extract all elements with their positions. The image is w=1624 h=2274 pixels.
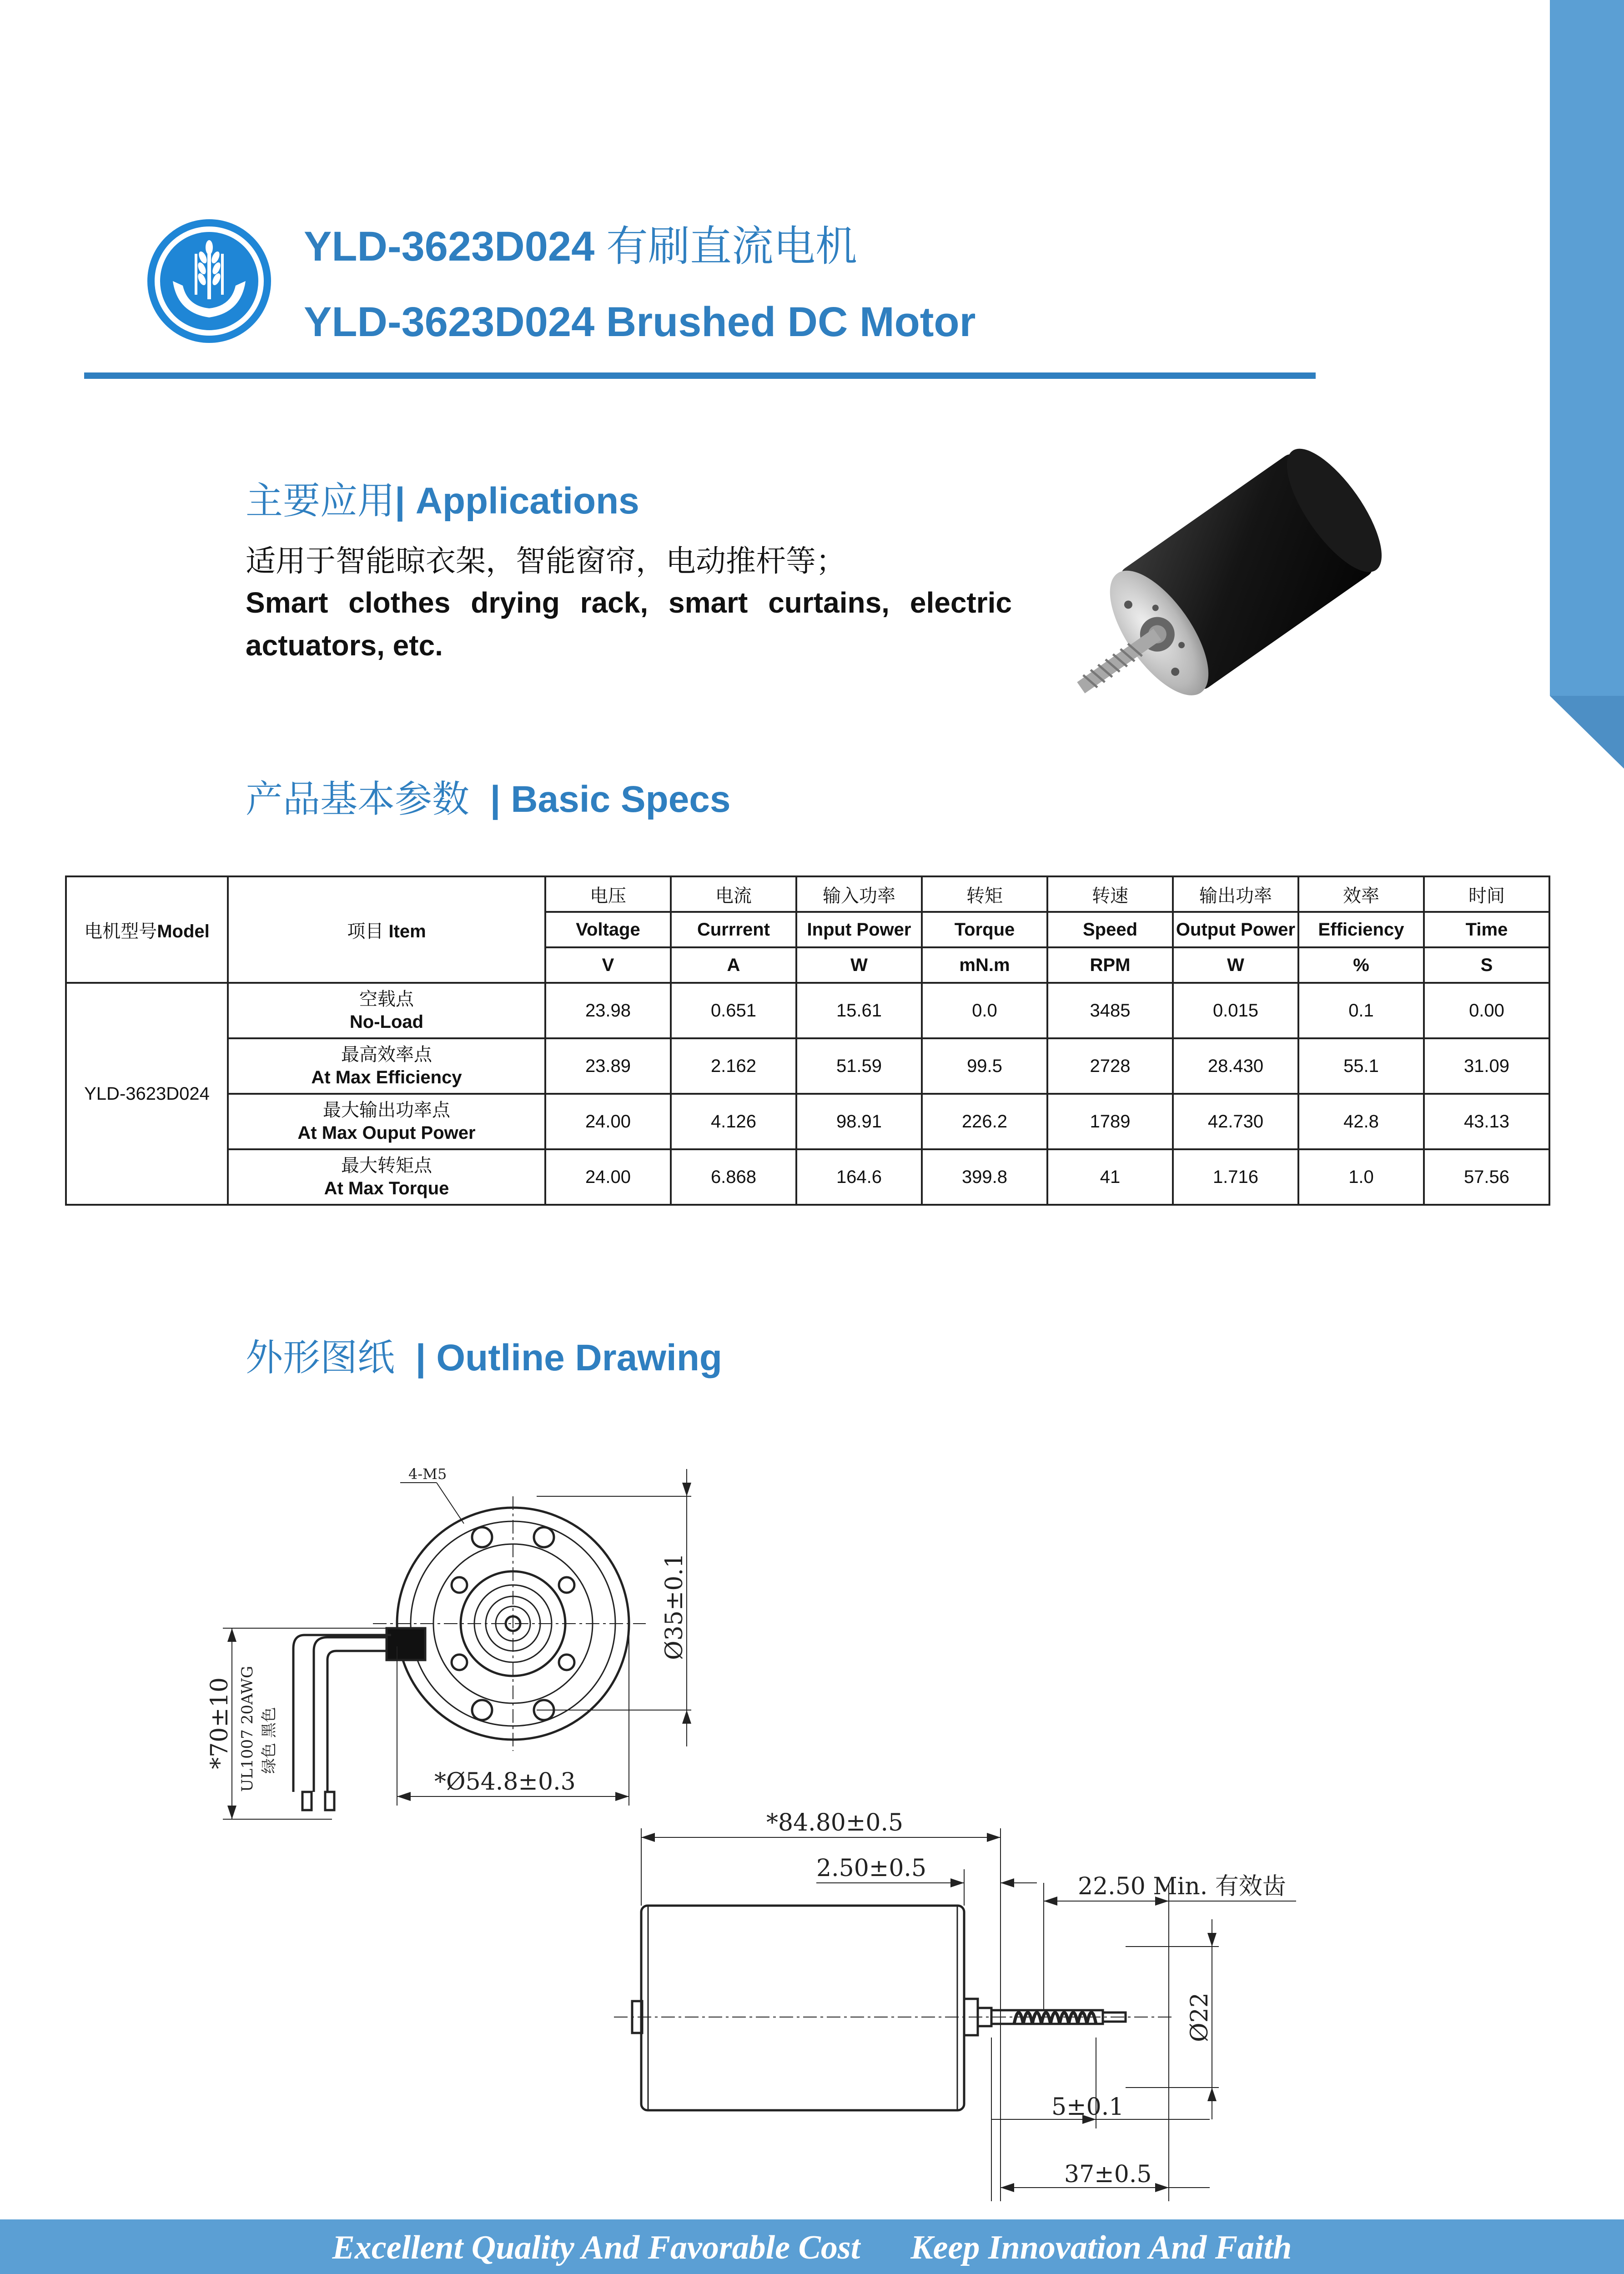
col-unit: W [796, 947, 922, 983]
motor-photo [1032, 437, 1405, 746]
label-len848: *84.80±0.5 [766, 1809, 904, 1836]
table-cell: 24.00 [545, 1094, 671, 1149]
specs-heading [246, 770, 731, 823]
label-dia22: Ø22 [1186, 1992, 1213, 2042]
row-label-cn: 最大转矩点 [341, 1155, 432, 1176]
item-header-en: Item [388, 921, 426, 941]
table-row [66, 983, 1549, 1038]
table-cell: 23.89 [545, 1038, 671, 1094]
table-row [66, 1038, 1549, 1094]
col-header-cn: 电压 [545, 876, 671, 912]
model-header-en: Model [157, 921, 210, 941]
col-unit: mN.m [922, 947, 1047, 983]
label-37: 37±0.5 [1064, 2161, 1152, 2188]
col-header-en: Input Power [796, 912, 922, 947]
applications-heading [246, 471, 639, 524]
table-cell: 226.2 [922, 1094, 1047, 1149]
side-view-drawing [600, 1801, 1337, 2210]
row-label-en: At Max Efficiency [311, 1067, 462, 1087]
label-dia35: Ø35±0.1 [661, 1553, 688, 1660]
table-cell: 1.716 [1173, 1149, 1298, 1205]
table-row [66, 1094, 1549, 1149]
col-unit: S [1424, 947, 1549, 983]
label-250: 2.50±0.5 [816, 1855, 927, 1882]
table-cell: 6.868 [671, 1149, 796, 1205]
col-header-en: Output Power [1173, 912, 1298, 947]
table-cell: 28.430 [1173, 1038, 1298, 1094]
col-unit: A [671, 947, 796, 983]
model-header [66, 876, 228, 983]
drawing-heading [246, 1328, 722, 1381]
row-label-en: At Max Torque [324, 1178, 449, 1198]
specs-heading-en: | Basic Specs [490, 779, 731, 820]
table-cell: 57.56 [1424, 1149, 1549, 1205]
row-label-en: At Max Ouput Power [297, 1123, 476, 1143]
col-unit: W [1173, 947, 1298, 983]
table-cell: 2728 [1047, 1038, 1173, 1094]
col-header-cn: 输入功率 [796, 876, 922, 912]
row-label-en: No-Load [349, 1012, 424, 1032]
label-5: 5±0.1 [1051, 2093, 1124, 2121]
footer-slogan-left: Excellent Quality And Favorable Cost [332, 2229, 860, 2266]
table-cell: 24.00 [545, 1149, 671, 1205]
model-header-cn: 电机型号 [84, 921, 157, 942]
col-header-en: Currrent [671, 912, 796, 947]
col-unit: % [1298, 947, 1424, 983]
table-cell: 0.00 [1424, 983, 1549, 1038]
table-cell: 42.730 [1173, 1094, 1298, 1149]
table-cell: 2.162 [671, 1038, 796, 1094]
table-cell: 41 [1047, 1149, 1173, 1205]
col-header-en: Time [1424, 912, 1549, 947]
col-header-cn: 时间 [1424, 876, 1549, 912]
header-divider [84, 372, 1316, 379]
table-cell: 399.8 [922, 1149, 1047, 1205]
table-cell: 3485 [1047, 983, 1173, 1038]
row-label-cn: 空载点 [359, 989, 414, 1010]
applications-text-cn: 适用于智能晾衣架，智能窗帘，电动推杆等； [246, 543, 846, 579]
side-decoration-bar [1550, 0, 1624, 769]
table-cell: 23.98 [545, 983, 671, 1038]
table-cell: 1789 [1047, 1094, 1173, 1149]
table-cell: 31.09 [1424, 1038, 1549, 1094]
table-cell: 164.6 [796, 1149, 922, 1205]
drawing-heading-cn: 外形图纸 [246, 1336, 395, 1379]
side-fold-corner [1550, 696, 1624, 769]
table-cell: 99.5 [922, 1038, 1047, 1094]
row-label-cn: 最高效率点 [341, 1044, 432, 1065]
label-len70: *70±10 [206, 1677, 233, 1769]
row-label [228, 1094, 545, 1149]
specs-table [65, 875, 1550, 1206]
table-cell: 1.0 [1298, 1149, 1424, 1205]
specs-heading-cn: 产品基本参数 [246, 778, 470, 821]
label-2250: 22.50 Min. 有效齿 [1078, 1873, 1286, 1900]
label-dia54: *Ø54.8±0.3 [434, 1768, 576, 1796]
applications-heading-cn: 主要应用 [246, 479, 395, 523]
applications-text-en: Smart clothes drying rack, smart curtains, electric actuators, etc. [246, 586, 1012, 662]
row-label-cn: 最大输出功率点 [323, 1100, 450, 1121]
label-wire-colors: 绿色 黑色 [260, 1707, 278, 1774]
item-header-cn: 项目 [347, 921, 384, 942]
row-label [228, 1038, 545, 1094]
col-header-cn: 输出功率 [1173, 876, 1298, 912]
col-header-cn: 电流 [671, 876, 796, 912]
col-unit: RPM [1047, 947, 1173, 983]
table-cell: 15.61 [796, 983, 922, 1038]
table-row [66, 1149, 1549, 1205]
table-cell: 43.13 [1424, 1094, 1549, 1149]
front-view-drawing [191, 1455, 782, 1842]
product-title-cn [304, 213, 857, 273]
table-cell: 51.59 [796, 1038, 922, 1094]
model-cell: YLD-3623D024 [66, 983, 228, 1205]
drawing-heading-en: | Outline Drawing [415, 1337, 723, 1378]
title-model: YLD-3623D024 [304, 223, 595, 270]
col-header-cn: 效率 [1298, 876, 1424, 912]
table-cell: 98.91 [796, 1094, 922, 1149]
label-holes: 4-M5 [408, 1465, 447, 1483]
col-header-en: Efficiency [1298, 912, 1424, 947]
col-header-cn: 转速 [1047, 876, 1173, 912]
row-label [228, 983, 545, 1038]
table-cell: 0.651 [671, 983, 796, 1038]
col-header-en: Voltage [545, 912, 671, 947]
item-header [228, 876, 545, 983]
label-wire-spec: UL1007 20AWG [238, 1665, 256, 1792]
table-cell: 0.015 [1173, 983, 1298, 1038]
table-cell: 55.1 [1298, 1038, 1424, 1094]
table-cell: 0.0 [922, 983, 1047, 1038]
col-header-cn: 转矩 [922, 876, 1047, 912]
product-title-en: YLD-3623D024 Brushed DC Motor [304, 299, 976, 345]
table-cell: 42.8 [1298, 1094, 1424, 1149]
applications-heading-en: | Applications [395, 480, 639, 522]
table-cell: 4.126 [671, 1094, 796, 1149]
col-header-en: Speed [1047, 912, 1173, 947]
col-unit: V [545, 947, 671, 983]
col-header-en: Torque [922, 912, 1047, 947]
row-label [228, 1149, 545, 1205]
footer-slogan-right: Keep Innovation And Faith [910, 2229, 1292, 2266]
table-cell: 0.1 [1298, 983, 1424, 1038]
title-cn-text: 有刷直流电机 [606, 222, 857, 271]
company-logo [146, 217, 273, 345]
footer-slogan [0, 2229, 1624, 2267]
